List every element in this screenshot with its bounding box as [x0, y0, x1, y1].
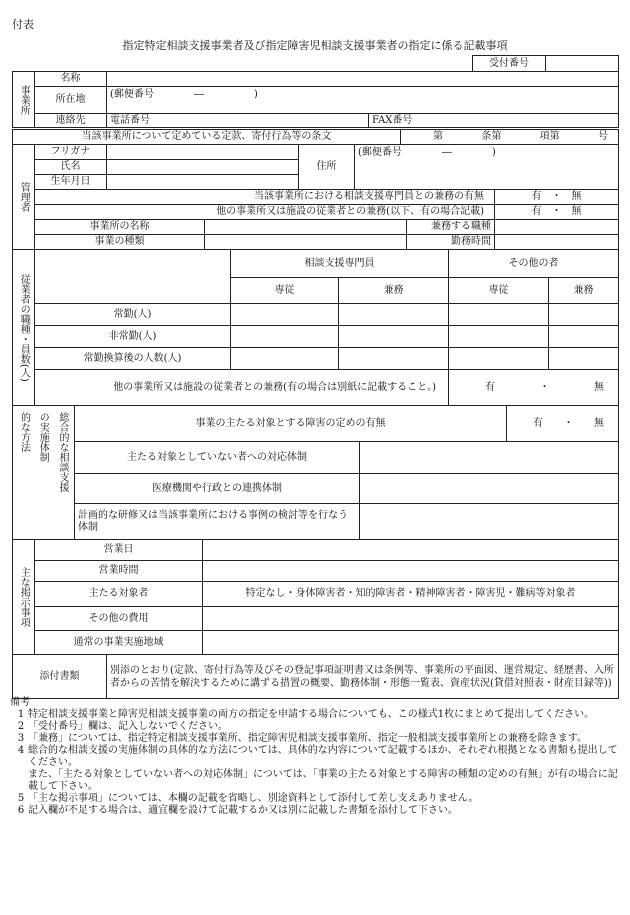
support-group-mid: [35, 406, 51, 540]
articles-go: 号: [597, 131, 608, 142]
note-number: 2: [17, 721, 25, 732]
staff-cell[interactable]: [449, 326, 549, 348]
display-table: [12, 539, 619, 655]
office-postal-text: (郵便番号 ― ): [110, 89, 258, 100]
receipt-input[interactable]: [546, 56, 619, 72]
yes-option[interactable]: 有: [533, 417, 543, 429]
manager-address-label: 住所: [299, 145, 355, 190]
support-table: [12, 405, 619, 540]
manager-table: [12, 144, 619, 250]
note-number: 3: [17, 733, 25, 744]
dot-separator: ・: [563, 417, 574, 429]
office-contact-label: 連絡先: [35, 114, 107, 128]
notes-list: [12, 709, 624, 817]
staff-cell[interactable]: [339, 326, 449, 348]
service-area-input[interactable]: [203, 631, 619, 655]
note-item: [14, 805, 624, 817]
staff-cell[interactable]: [339, 348, 449, 370]
note-item: [14, 709, 624, 721]
articles-dai: 第: [433, 131, 443, 142]
dot-separator: ・: [539, 381, 550, 393]
page-title: 指定特定相談支援事業者及び指定障害児相談支援事業者の指定に係る記載事項: [122, 39, 508, 52]
staff-cell[interactable]: [231, 326, 339, 348]
notes-section: [12, 697, 624, 817]
medical-label: 医療機関や行政との連携体制: [75, 474, 360, 504]
note-item: [14, 721, 624, 733]
note-text: 「受付番号」欄は、記入しないでください。: [28, 721, 228, 732]
staff-other-concurrent-label: 他の事業所又は施設の従業者との兼務(有の場合は別紙に記載すること。): [35, 370, 449, 406]
support-group-left-text: 的な方法: [18, 412, 30, 452]
display-group-label: 主な掲示事項: [13, 540, 35, 655]
fax-label: FAX番号: [372, 114, 413, 126]
staff-table: [12, 249, 619, 406]
office-address-label: 所在地: [35, 87, 107, 114]
position-input[interactable]: [495, 220, 619, 235]
concurrent-other-label: 他の事業所又は施設の従業者との兼務(以下、有の場合記載): [35, 205, 495, 220]
service-area-label: 通常の事業実施地域: [35, 631, 203, 655]
other-office-name-label: 事業所の名称: [35, 220, 205, 235]
attachments-label: 添付書類: [13, 655, 107, 699]
furigana-input[interactable]: [107, 145, 299, 160]
yes-option[interactable]: 有: [485, 381, 495, 393]
no-option[interactable]: 無: [594, 381, 604, 393]
staff-cell[interactable]: [339, 304, 449, 326]
articles-ko: 項第: [539, 131, 560, 142]
appendix-label: 付表: [12, 18, 34, 31]
attachments-table: [12, 654, 619, 699]
furigana-label: フリガナ: [35, 145, 107, 160]
business-days-label: 営業日: [35, 540, 203, 561]
business-days-input[interactable]: [203, 540, 619, 561]
note-number: 1: [17, 709, 25, 720]
manager-postal-text: (郵便番号 ― ): [358, 147, 496, 158]
notes-heading: 備考: [10, 697, 30, 708]
note-text: 特定相談支援事業と障害児相談支援事業の両方の指定を申請する場合についても、この様式1枚にまとめて提出してください。: [28, 709, 595, 720]
concurrent-specialist-label: 当該事業所における相談支援専門員との兼務の有無: [35, 190, 495, 205]
no-option[interactable]: 無: [594, 417, 604, 429]
other-costs-input[interactable]: [203, 607, 619, 631]
note-number: 4: [17, 745, 25, 756]
business-hours-input[interactable]: [203, 561, 619, 582]
staff-cell[interactable]: [449, 348, 549, 370]
concurrent-specialist-yesno[interactable]: 有 ・ 無: [495, 190, 619, 205]
other-office-name-input[interactable]: [205, 220, 407, 235]
others-fulltime-header: 専従: [449, 278, 549, 304]
staff-header-blank: [35, 250, 231, 304]
support-group-left: [13, 406, 35, 540]
birth-input[interactable]: [107, 175, 299, 190]
staff-cell[interactable]: [549, 304, 619, 326]
staff-row-label: 非常勤(人): [35, 326, 231, 348]
medical-input[interactable]: [360, 474, 619, 504]
note-number: 6: [17, 805, 25, 816]
support-group-right-text: 総合的な相談支援: [57, 412, 68, 492]
manager-address-input[interactable]: [355, 145, 619, 190]
staff-group-label: 従業者の職種・員数(人): [13, 250, 35, 406]
phone-label: 電話番号: [110, 114, 150, 126]
note-item: [14, 793, 624, 805]
birth-label: 生年月日: [35, 175, 107, 190]
receipt-table: [472, 55, 619, 72]
staff-cell[interactable]: [231, 304, 339, 326]
office-table: [12, 71, 619, 128]
main-target-options[interactable]: 特定なし・身体障害者・知的障害者・精神障害者・障害児・難病等対象者: [203, 582, 619, 607]
staff-cell[interactable]: [231, 348, 339, 370]
office-name-input[interactable]: [107, 72, 619, 87]
articles-jo: 条第: [481, 131, 502, 142]
staff-row-label: 常勤換算後の人数(人): [35, 348, 231, 370]
manager-group-label: 管理者: [13, 145, 35, 250]
note-text: 総合的な相談支援の実施体制の具体的な方法については、具体的な内容について記載するほか、それぞれ根拠となる書類も提出してください。: [28, 745, 618, 768]
articles-label: 当該事業所について定めている定款、寄付行為等の条文: [13, 130, 401, 145]
attachments-text: 別添のとおり(定款、寄付行為等及びその登記事項証明書又は条例等、事業所の平面図、運営規定、経歴書、入所者からの苦情を解決するために講ずる措置の概要、勤務体制・形態一覧表、資産状況(貸借対照表・財産目録等)): [107, 655, 619, 699]
office-address-input[interactable]: [107, 87, 619, 114]
work-hours-label: 勤務時間: [407, 235, 495, 250]
business-type-label: 事業の種類: [35, 235, 205, 250]
main-target-label: 主たる対象者: [35, 582, 203, 607]
manager-name-input[interactable]: [107, 160, 299, 175]
specialist-fulltime-header: 専従: [231, 278, 339, 304]
office-group-label: 事業所: [13, 72, 35, 128]
note-item: [14, 769, 624, 793]
articles-table: [12, 129, 619, 145]
staff-cell[interactable]: [549, 348, 619, 370]
note-item: [14, 745, 624, 769]
others-header: その他の者: [449, 250, 619, 278]
note-item: [14, 733, 624, 745]
staff-other-concurrent-yesno[interactable]: [449, 370, 619, 406]
note-text: 「兼務」については、指定特定相談支援事業所、指定障害児相談支援事業所、指定一般相談支援事業所との兼務を除きます。: [28, 733, 587, 744]
office-fax-input[interactable]: [369, 114, 619, 128]
others-concurrent-header: 兼務: [549, 278, 619, 304]
specialist-concurrent-header: 兼務: [339, 278, 449, 304]
articles-input[interactable]: [401, 130, 619, 145]
staff-row-label: 常勤(人): [35, 304, 231, 326]
staff-cell[interactable]: [549, 326, 619, 348]
note-text: また、「主たる対象としていない者への対応体制」については、「事業の主たる対象とする障害の種類の定めの有無」が有の場合に記載して下さい。: [28, 769, 618, 792]
office-name-label: 名称: [35, 72, 107, 87]
note-text: 「主な掲示事項」については、本欄の記載を省略し、別途資料として添付して差し支えありません。: [28, 793, 479, 804]
support-group-mid-text: の実施体制: [37, 412, 49, 462]
business-hours-label: 営業時間: [35, 561, 203, 582]
training-label: 計画的な研修又は当該事業所における事例の検討等を行なう体制: [75, 504, 360, 540]
business-type-input[interactable]: [205, 235, 407, 250]
support-group-right: [51, 406, 75, 540]
note-text: 記入欄が不足する場合は、適宜欄を設けて記載するか又は別に記載した書類を添付して下さい。: [28, 805, 458, 816]
manager-name-label: 氏名: [35, 160, 107, 175]
note-number: [14, 769, 28, 793]
target-def-label: 事業の主たる対象とする障害の定めの有無: [75, 406, 507, 442]
note-number: 5: [17, 793, 25, 804]
work-hours-input[interactable]: [495, 235, 619, 250]
position-label: 兼務する職種: [407, 220, 495, 235]
office-phone-input[interactable]: [107, 114, 369, 128]
staff-cell[interactable]: [449, 304, 549, 326]
target-def-yesno[interactable]: [507, 406, 619, 442]
other-costs-label: その他の費用: [35, 607, 203, 631]
receipt-label: 受付番号: [473, 56, 546, 72]
training-input[interactable]: [360, 504, 619, 540]
concurrent-other-yesno[interactable]: 有 ・ 無: [495, 205, 619, 220]
non-target-label: 主たる対象としていない者への対応体制: [75, 442, 360, 474]
specialist-header: 相談支援専門員: [231, 250, 449, 278]
non-target-input[interactable]: [360, 442, 619, 474]
